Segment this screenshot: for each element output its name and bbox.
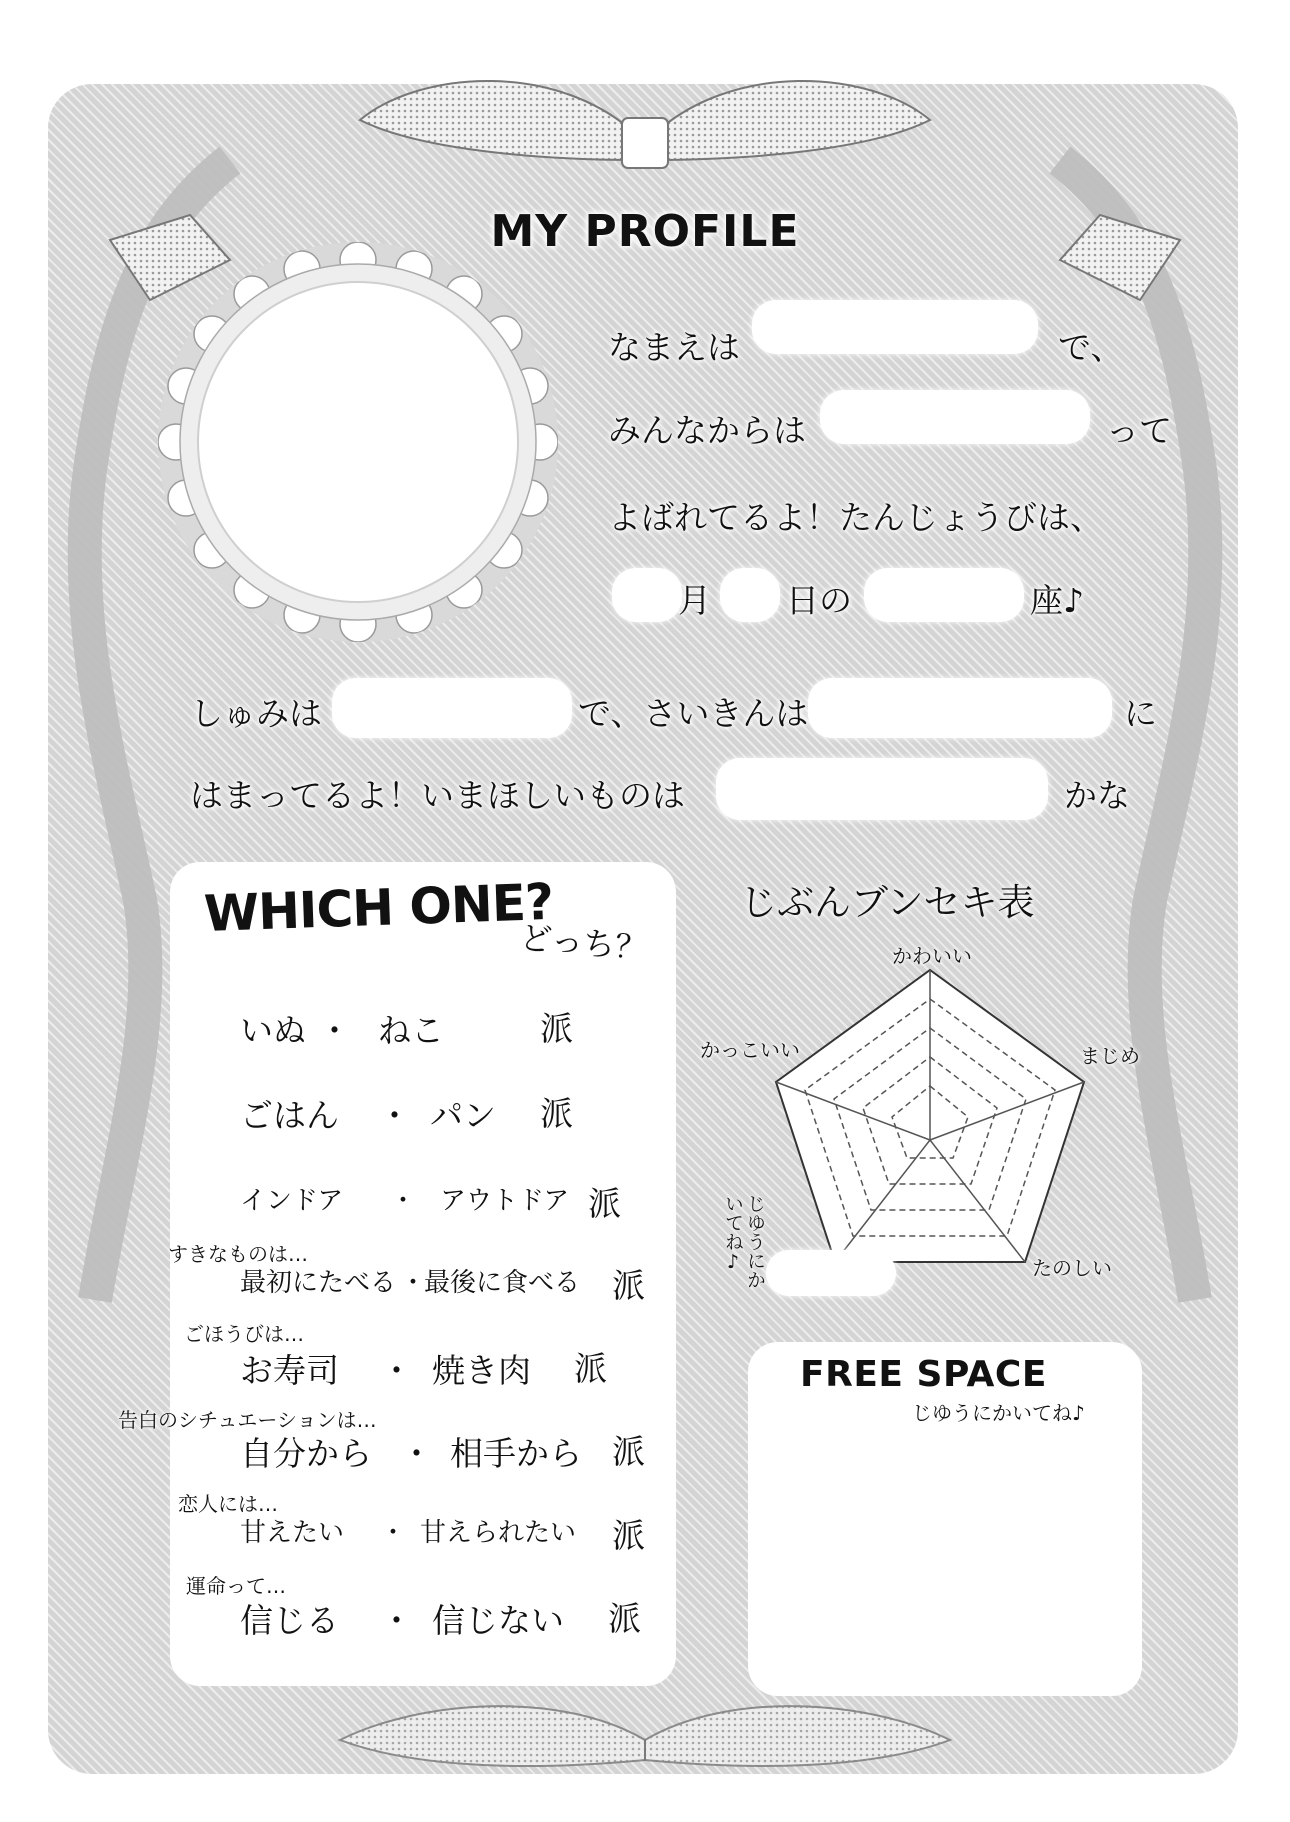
hobby-middle: で、さいきんは [578,694,809,733]
which-option-sep[interactable]: ・ [380,1601,413,1640]
hobby-suffix: に [1124,694,1157,733]
which-prompt: 恋人には… [178,1492,278,1516]
which-option-right[interactable]: 甘えられたい [420,1518,577,1548]
wish-item-field[interactable] [716,758,1048,820]
which-option-left[interactable]: いぬ [240,1011,306,1050]
birth-month-field[interactable] [612,568,682,622]
which-ha-label: 派 [612,1432,645,1471]
free-space-subtitle: じゆうにかいてね♪ [912,1401,1085,1425]
free-space-panel[interactable] [748,1342,1142,1696]
nickname-prefix: みんなからは [608,411,806,450]
which-option-sep[interactable]: ・ [318,1011,351,1050]
radar-axis-free-label: じゆうにかいてね♪ [722,1194,766,1289]
which-prompt: 告白のシチュエーションは… [118,1408,377,1432]
which-option-left[interactable]: 甘えたい [240,1518,345,1548]
which-option-left[interactable]: 信じる [240,1601,339,1640]
which-option-right[interactable]: 焼き肉 [432,1351,531,1390]
which-ha-label: 派 [540,1094,573,1133]
which-option-sep[interactable]: ・ [390,1186,417,1216]
which-option-right[interactable]: 信じない [432,1601,564,1640]
wish-prefix: はまってるよ！いまほしいものは [190,776,685,815]
which-prompt: 運命って… [186,1574,286,1598]
radar-chart [760,950,1100,1270]
which-option-sep[interactable]: ・ [400,1434,433,1473]
which-option-left[interactable]: 自分から [240,1434,372,1473]
radar-axis-kawaii: かわいい [892,944,972,968]
which-one-title: WHICH ONE? [202,872,554,943]
which-ha-label: 派 [574,1349,607,1388]
lace-border-decoration [158,242,558,642]
zodiac-field[interactable] [864,568,1024,622]
which-ha-label: 派 [612,1266,645,1305]
which-ha-label: 派 [608,1599,641,1638]
which-option-sep[interactable]: ・ [400,1268,427,1298]
day-label: 日の [786,581,852,620]
which-ha-label: 派 [588,1184,621,1223]
which-option-sep[interactable]: ・ [380,1518,407,1548]
radar-title: じぶんブンセキ表 [740,881,1035,924]
recent-interest-field[interactable] [808,678,1112,738]
page-title: MY PROFILE [490,206,800,257]
radar-axis-majime: まじめ [1080,1044,1140,1068]
which-option-left[interactable]: インドア [240,1186,344,1216]
which-option-left[interactable]: お寿司 [240,1351,339,1390]
wish-suffix: かな [1064,776,1130,815]
which-prompt: ごほうびは… [184,1322,304,1346]
which-option-left[interactable]: ごはん [240,1096,339,1135]
which-ha-label: 派 [612,1516,645,1555]
radar-axis-tanoshii: たのしい [1032,1256,1112,1280]
which-option-right[interactable]: アウトドア [440,1186,570,1216]
which-option-left[interactable]: 最初にたべる [240,1268,397,1298]
which-prompt: すきなものは… [168,1242,308,1266]
which-option-right[interactable]: 最後に食べる [424,1268,581,1298]
radar-free-axis-field[interactable] [766,1250,896,1296]
radar-axis-kakkoii: かっこいい [700,1038,800,1062]
which-option-right[interactable]: ねこ [378,1011,444,1050]
name-suffix: で、 [1058,328,1124,367]
name-prefix: なまえは [608,328,740,367]
birth-day-field[interactable] [720,568,780,622]
which-option-sep[interactable]: ・ [378,1096,411,1135]
name-field[interactable] [752,300,1038,354]
free-space-title: FREE SPACE [800,1354,1047,1395]
which-one-subtitle: どっち？ [518,918,649,968]
nickname-suffix: って [1106,411,1172,450]
month-label: 月 [678,581,711,620]
zodiac-label: 座♪ [1030,581,1085,620]
which-option-sep[interactable]: ・ [380,1351,413,1390]
which-option-right[interactable]: パン [430,1096,496,1135]
birthday-line: よばれてるよ！たんじょうびは、 [608,498,1103,537]
which-ha-label: 派 [540,1009,573,1048]
which-option-right[interactable]: 相手から [450,1434,582,1473]
hobby-prefix: しゅみは [190,694,322,733]
hobby-field[interactable] [332,678,572,738]
nickname-field[interactable] [820,390,1090,444]
